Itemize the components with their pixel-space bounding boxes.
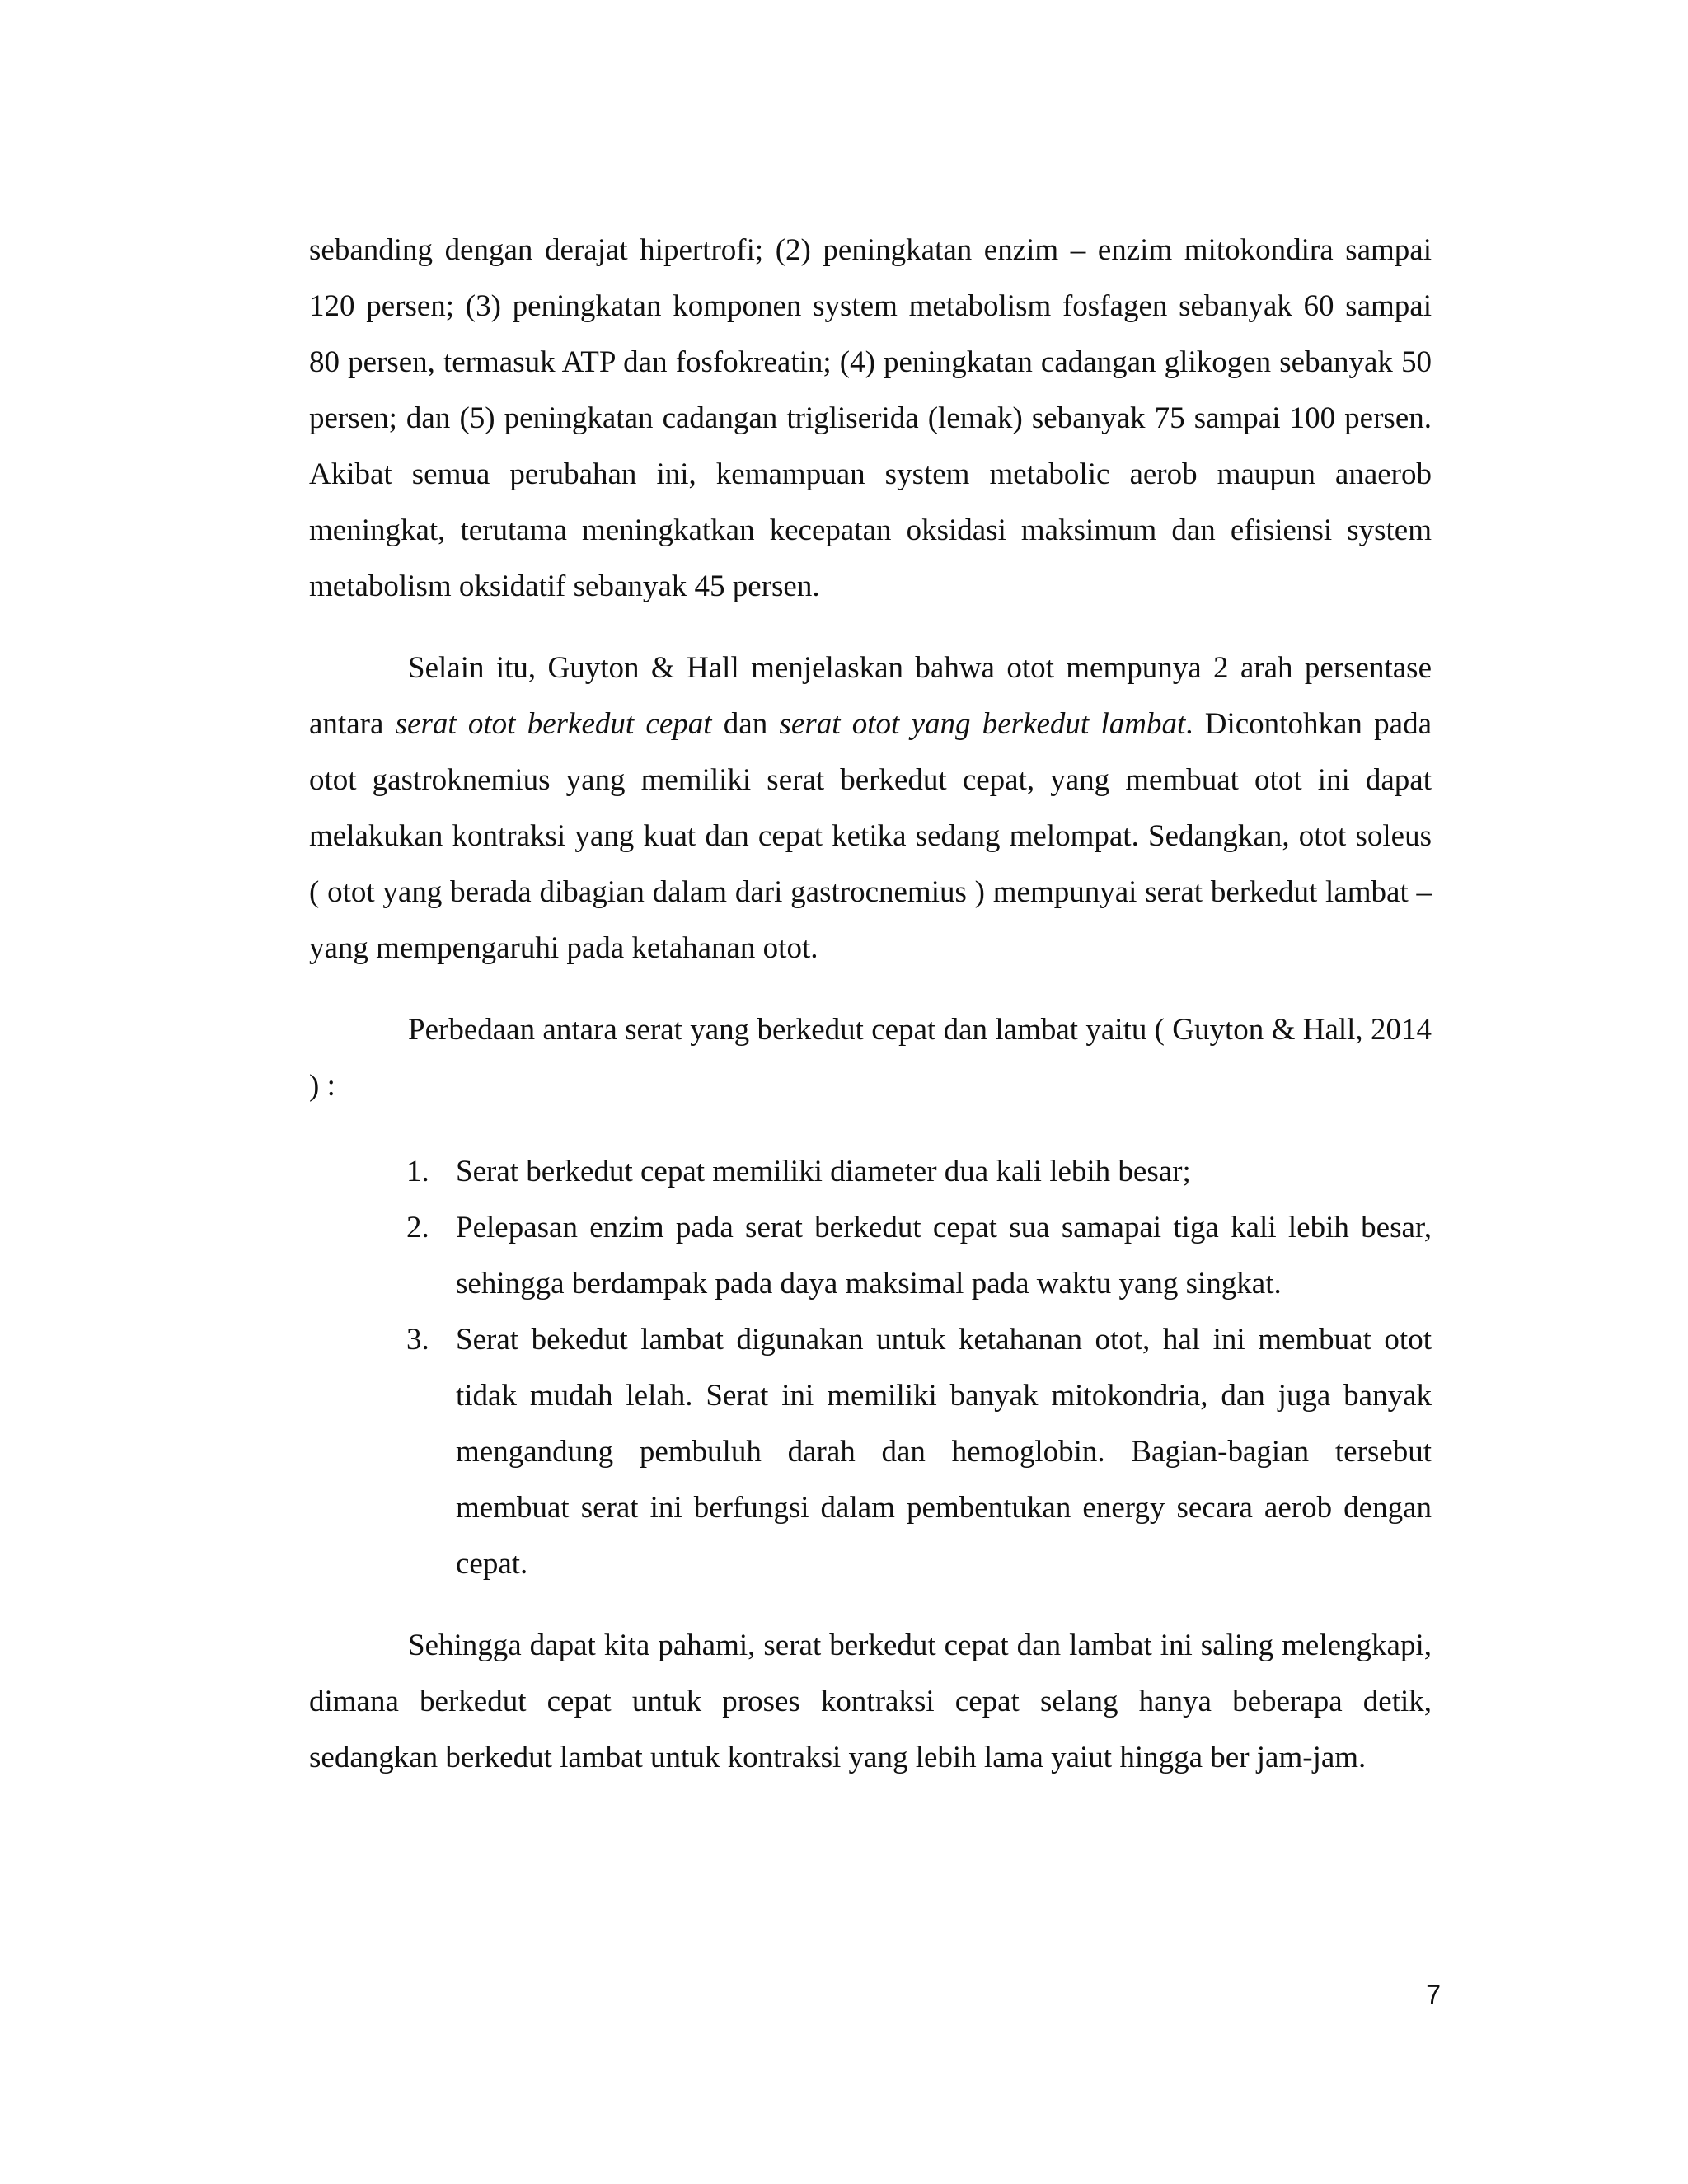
list-item-number: 2. xyxy=(406,1211,429,1244)
list-item-number: 1. xyxy=(406,1155,429,1188)
list-item xyxy=(309,1200,1432,1312)
paragraph-continuation: sebanding dengan derajat hipertrofi; (2) peningkatan enzim – enzim mitokondira sampai 120 persen; (3) peningkatan komponen system metabolism fosfagen sebanyak 60 sampai 80 persen, termasuk ATP dan fosfokreatin; (4) peningkatan cadangan glikogen sebanyak 50 persen; dan (5) peningkatan cadangan trigliserida (lemak) sebanyak 75 sampai 100 persen. Akibat semua perubahan ini, kemampuan system metabolic aerob maupun anaerob meningkat, terutama meningkatkan kecepatan oksidasi maksimum dan efisiensi system metabolism oksidatif sebanyak 45 persen. xyxy=(309,233,1432,603)
italic-term-fast-twitch: serat otot berkedut cepat xyxy=(395,707,712,741)
italic-term-slow-twitch: serat otot yang berkedut lambat xyxy=(779,707,1186,741)
document-body xyxy=(309,223,1432,1786)
list-item-text: Serat berkedut cepat memiliki diameter dua kali lebih besar; xyxy=(456,1155,1191,1188)
paragraph-differences-intro: Perbedaan antara serat yang berkedut cepat dan lambat yaitu ( Guyton & Hall, 2014 ) : xyxy=(309,1013,1432,1103)
list-item-text: Serat bekedut lambat digunakan untuk ketahanan otot, hal ini membuat otot tidak mudah lelah. Serat ini memiliki banyak mitokondria, dan juga banyak mengandung pembuluh darah dan hemoglobin. Bagian-bagian tersebut membuat serat ini berfungsi dalam pembentukan energy secara aerob dengan cepat. xyxy=(456,1323,1432,1581)
paragraph-conclusion: Sehingga dapat kita pahami, serat berkedut cepat dan lambat ini saling melengkapi, dimana berkedut cepat untuk proses kontraksi cepat selang hanya beberapa detik, sedangkan berkedut lambat untuk kontraksi yang lebih lama yaiut hingga ber jam-jam. xyxy=(309,1629,1432,1774)
page-number: 7 xyxy=(1426,1980,1441,2009)
list-item-number: 3. xyxy=(406,1323,429,1357)
paragraph-fiber-types-text-3: . Dicontohkan pada otot gastroknemius yang memiliki serat berkedut cepat, yang membuat otot ini dapat melakukan kontraksi yang kuat dan cepat ketika sedang melompat. Sedangkan, otot soleus ( otot yang berada dibagian dalam dari gastrocnemius ) mempunyai serat berkedut lambat – yang mempengaruhi pada ketahanan otot. xyxy=(309,707,1432,965)
list-item xyxy=(309,1144,1432,1200)
paragraph-fiber-types-text-2: dan xyxy=(711,707,780,741)
paragraph-fiber-types xyxy=(309,640,1432,977)
list-item xyxy=(309,1312,1432,1592)
paragraph-fiber-types-text-1: Selain itu, Guyton & Hall menjelaskan bahwa otot mempunya 2 arah persentase antara xyxy=(309,651,1432,741)
differences-list xyxy=(309,1144,1432,1592)
list-item-text: Pelepasan enzim pada serat berkedut cepat sua samapai tiga kali lebih besar, sehingga berdampak pada daya maksimal pada waktu yang singkat. xyxy=(456,1211,1432,1301)
